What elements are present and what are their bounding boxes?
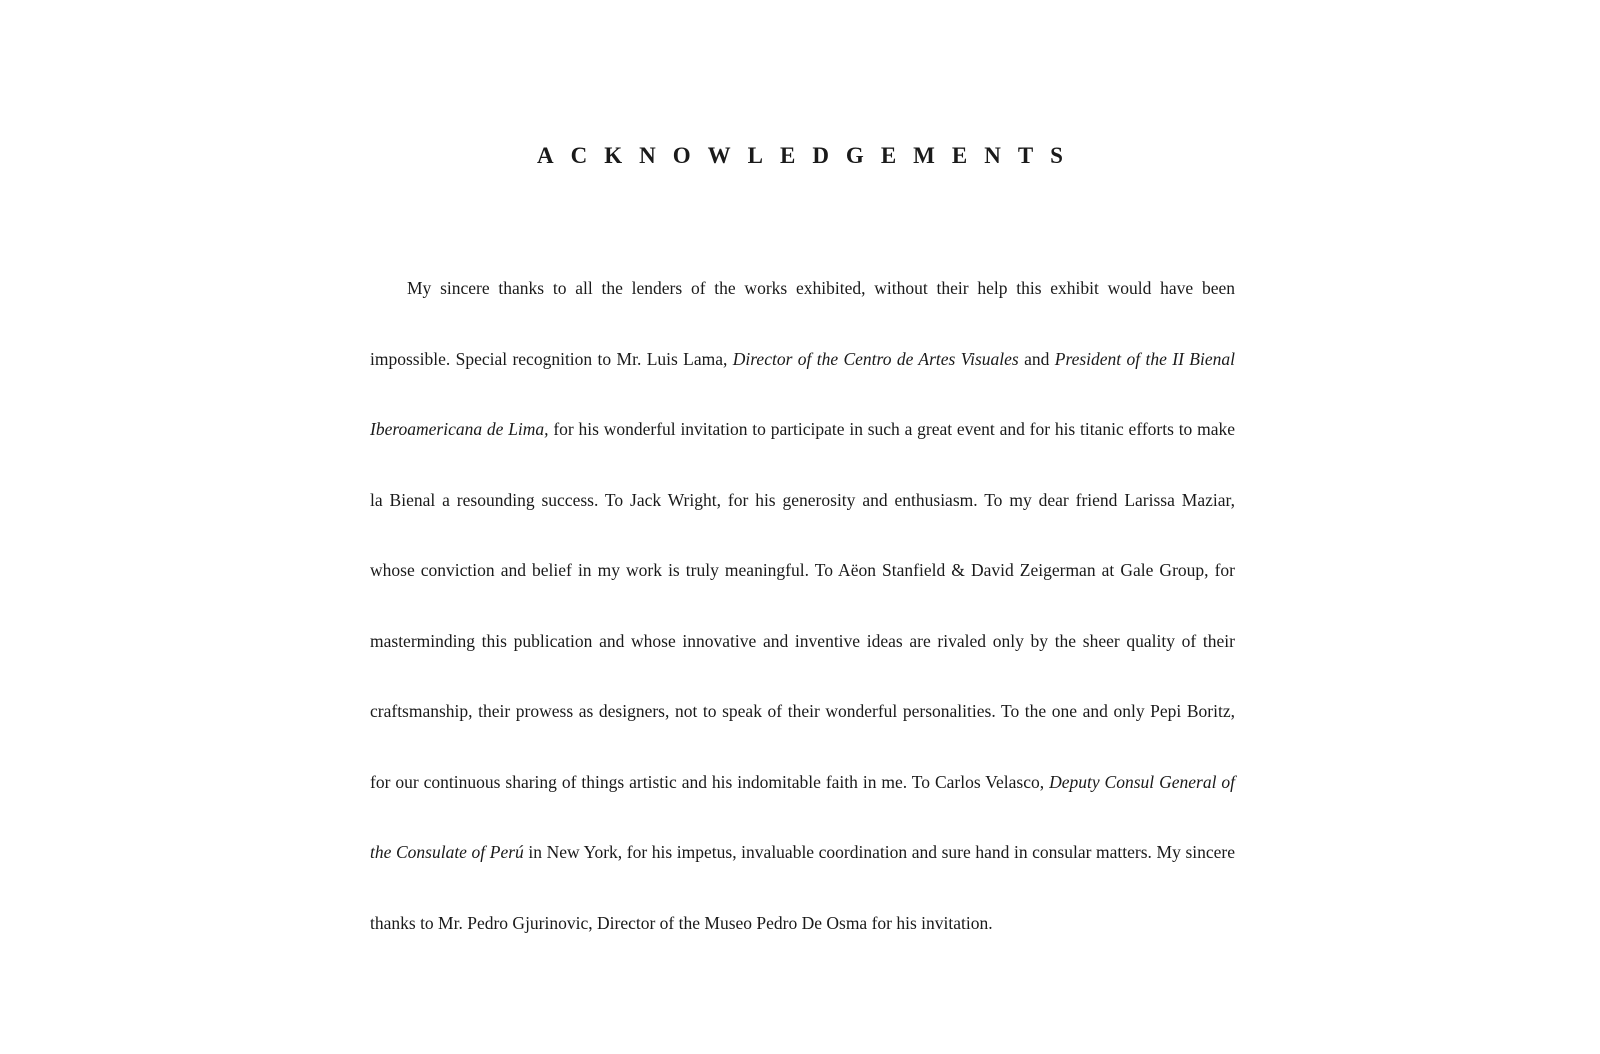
page-title: ACKNOWLEDGEMENTS [537, 143, 1080, 169]
italic-run-director-title: Director of the Centro de Artes Visuales [732, 348, 1019, 369]
text-run-3: for his wonderful invitation to participate in such a great event and for his titanic efforts to make la Bienal a resounding success. To Jack Wright, for his generosity and enthusiasm. To my dear friend Larissa Maziar, whose conviction and belief in my work is truly meaningful. To Aëon Stanfield & David Zeigerman at Gale Group, for masterminding this publication and whose innovative and inventive ideas are rivaled only by the sheer quality of their craftsmanship, their prowess as designers, not to speak of their wonderful personalities. To the one and only Pepi Boritz, for our continuous sharing of things artistic and his indomitable faith in me. To Carlos Velasco, [370, 419, 1235, 792]
text-run-2: and [1018, 348, 1055, 369]
text-run-1: My sincere thanks to all the lenders of the works exhibited, without their help this exhibit would have been impossible. Special recognition to Mr. Luis Lama, [370, 278, 1235, 369]
acknowledgements-paragraph [370, 253, 1235, 958]
italic-run-bienal-title: President of the II Bienal Iberoamericana de Lima, [370, 348, 1235, 439]
text-run-4: in New York, for his impetus, invaluable coordination and sure hand in consular matters. My sincere thanks to Mr. Pedro Gjurinovic, Director of the Museo Pedro De Osma for his invitation. [370, 842, 1235, 933]
italic-run-consul-title: Deputy Consul General of the Consulate of Perú [370, 771, 1236, 862]
